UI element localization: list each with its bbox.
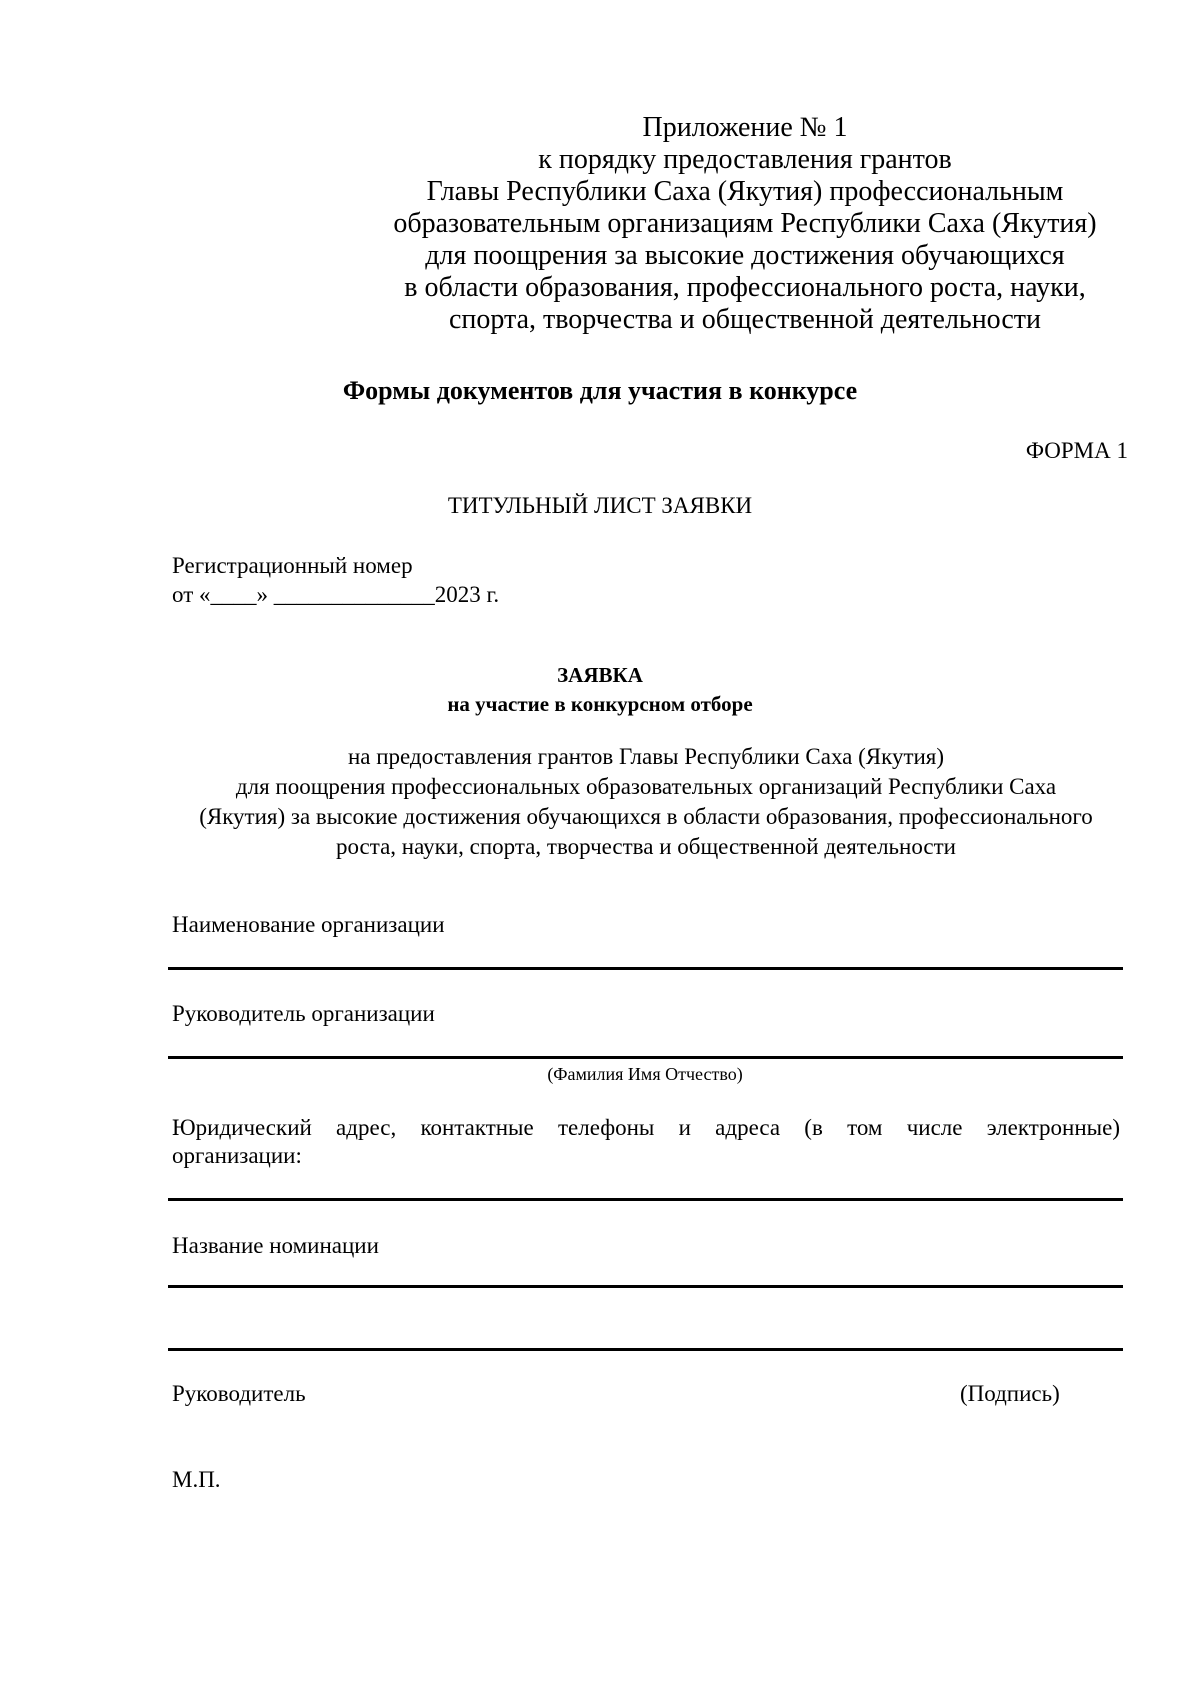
head-hint: (Фамилия Имя Отчество) bbox=[547, 1064, 743, 1084]
nomination-label: Название номинации bbox=[172, 1233, 379, 1258]
application-title: ЗАЯВКА bbox=[557, 663, 643, 687]
description-line: (Якутия) за высокие достижения обучающихся в области образования, профессионального bbox=[199, 804, 1093, 829]
registration-date-line: от «____» ______________2023 г. bbox=[172, 582, 500, 607]
address-label-line2: организации: bbox=[172, 1143, 302, 1168]
appendix-line: образовательным организациям Республики Саха (Якутия) bbox=[393, 208, 1097, 239]
nomination-fill-line-2[interactable] bbox=[168, 1348, 1123, 1351]
stamp-label: М.П. bbox=[172, 1467, 221, 1492]
org-name-label: Наименование организации bbox=[172, 912, 445, 937]
application-description bbox=[172, 742, 1120, 862]
org-name-fill-line[interactable] bbox=[168, 967, 1123, 970]
signature-head-label: Руководитель bbox=[172, 1381, 306, 1406]
signature-label: (Подпись) bbox=[960, 1381, 1060, 1406]
appendix-line: к порядку предоставления грантов bbox=[538, 144, 952, 175]
appendix-line: Главы Республики Саха (Якутия) профессиональным bbox=[426, 176, 1064, 207]
appendix-line: для поощрения за высокие достижения обучающихся bbox=[425, 240, 1065, 271]
form-number: ФОРМА 1 bbox=[1025, 438, 1128, 463]
appendix-line: в области образования, профессионального роста, науки, bbox=[404, 272, 1086, 303]
application-subtitle: на участие в конкурсном отборе bbox=[447, 692, 753, 716]
appendix-line: Приложение № 1 bbox=[642, 112, 848, 143]
sheet-title: ТИТУЛЬНЫЙ ЛИСТ ЗАЯВКИ bbox=[447, 493, 753, 518]
appendix-line: спорта, творчества и общественной деятельности bbox=[448, 304, 1042, 335]
page-title: Формы документов для участия в конкурсе bbox=[342, 376, 858, 405]
address-fill-line[interactable] bbox=[168, 1198, 1123, 1201]
description-line: роста, науки, спорта, творчества и общественной деятельности bbox=[335, 834, 956, 859]
appendix-header bbox=[360, 112, 1130, 336]
nomination-fill-line[interactable] bbox=[168, 1285, 1123, 1288]
description-line: для поощрения профессиональных образовательных организаций Республики Саха bbox=[235, 774, 1057, 799]
description-line: на предоставления грантов Главы Республики Саха (Якутия) bbox=[347, 744, 945, 769]
head-label: Руководитель организации bbox=[172, 1001, 435, 1026]
address-label-line1: Юридический адрес, контактные телефоны и адреса (в том числе электронные) bbox=[172, 1115, 1120, 1140]
registration-number-label: Регистрационный номер bbox=[172, 553, 413, 578]
head-fill-line[interactable] bbox=[168, 1056, 1123, 1059]
